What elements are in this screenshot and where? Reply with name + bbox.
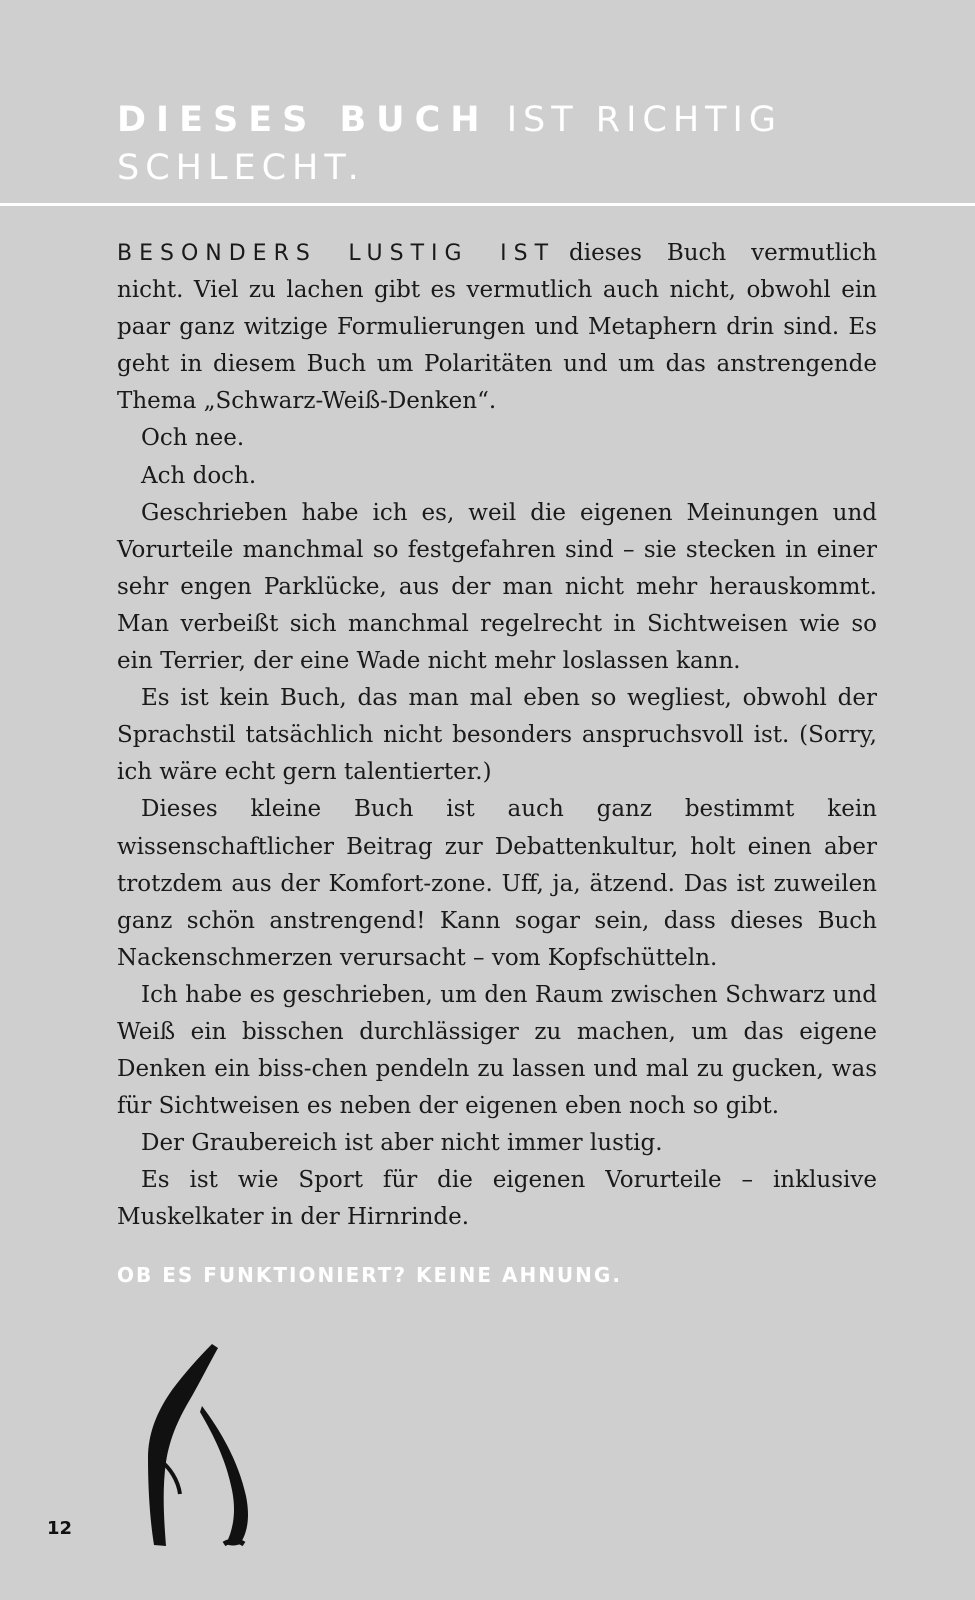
paragraph-4: Geschrieben habe ich es, weil die eigenen Meinungen und Vorurteile manchmal so festgefahren sind – sie stecken in einer sehr engen Parklücke, aus der man nicht mehr herauskommt. Man verbeißt sich manchmal regelrecht in Sichtweisen wie so ein Terrier, der eine Wade nicht mehr loslassen kann. — [117, 499, 877, 675]
brush-stroke-icon — [140, 1340, 260, 1550]
paragraph-6: Dieses kleine Buch ist auch ganz bestimmt kein wissenschaftlicher Beitrag zur Debattenkultur, holt einen aber trotzdem aus der Komfort-zone. Uff, ja, ätzend. Das ist zuweilen ganz schön anstrengend! Kann sogar sein, dass dieses Buch Nackenschmerzen verursacht – vom Kopfschütteln. — [117, 796, 877, 971]
chapter-heading-bold: DIESES BUCH — [117, 100, 490, 140]
lead-in: BESONDERS LUSTIG IST — [117, 241, 556, 266]
body-text — [117, 235, 877, 1237]
page-number: 12 — [47, 1518, 73, 1539]
paragraph-9: Es ist wie Sport für die eigenen Vorurteile – inklusive Muskelkater in der Hirnrinde. — [117, 1167, 877, 1231]
closing-line: OB ES FUNKTIONIERT? KEINE AHNUNG. — [117, 1263, 622, 1287]
chapter-heading-regular: IST RICHTIG SCHLECHT. — [117, 100, 782, 188]
paragraph-1 — [117, 235, 877, 420]
paragraph-1-text: dieses Buch vermutlich nicht. Viel zu lachen gibt es vermutlich auch nicht, obwohl ein paar ganz witzige Formulierungen und Metaphern drin sind. Es geht in diesem Buch um Polaritäten und um das anstrengende Thema „Schwarz-Weiß-Denken“. — [117, 240, 877, 415]
paragraph-3: Ach doch. — [141, 462, 257, 489]
paragraph-2: Och nee. — [141, 425, 245, 452]
heading-divider — [0, 203, 975, 206]
paragraph-7: Ich habe es geschrieben, um den Raum zwischen Schwarz und Weiß ein bisschen durchlässiger zu machen, um das eigene Denken ein biss-chen pendeln zu lassen und mal zu gucken, was für Sichtweisen es neben der eigenen eben noch so gibt. — [117, 981, 877, 1120]
paragraph-8: Der Graubereich ist aber nicht immer lustig. — [141, 1130, 663, 1157]
paragraph-5: Es ist kein Buch, das man mal eben so wegliest, obwohl der Sprachstil tatsächlich nicht besonders anspruchsvoll ist. (Sorry, ich wäre echt gern talentierter.) — [117, 685, 877, 786]
chapter-heading — [117, 96, 877, 192]
